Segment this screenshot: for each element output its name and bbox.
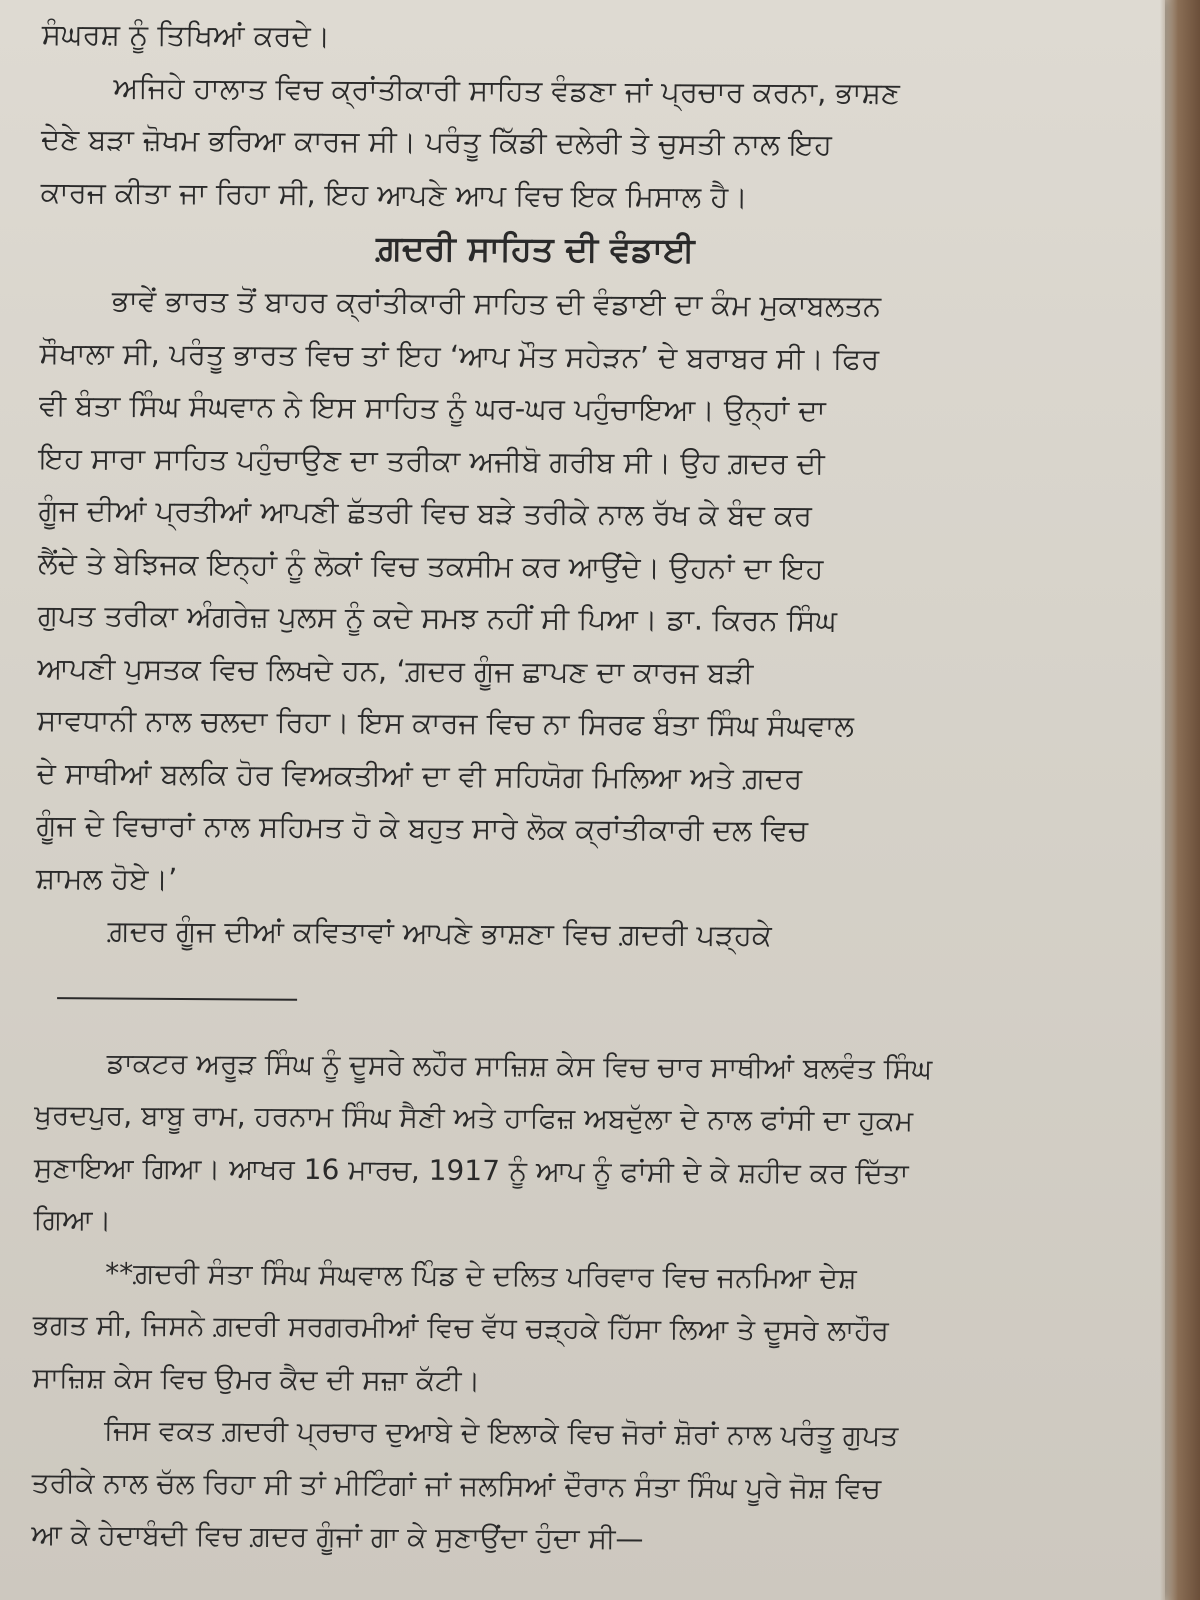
footnote-line: ਜਿਸ ਵਕਤ ਗ਼ਦਰੀ ਪ੍ਰਚਾਰ ਦੁਆਬੇ ਦੇ ਇਲਾਕੇ ਵਿਚ ਜੋਰਾਂ ਸ਼ੋਰਾਂ ਨਾਲ ਪਰੰਤੂ ਗੁਪਤ [103, 1413, 899, 1453]
table-edge [1160, 0, 1200, 1600]
text-line: ਗੂੰਜ ਦੇ ਵਿਚਾਰਾਂ ਨਾਲ ਸਹਿਮਤ ਹੋ ਕੇ ਬਹੁਤ ਸਾਰੇ ਲੋਕ ਕ੍ਰਾਂਤੀਕਾਰੀ ਦਲ ਵਿਚ [36, 807, 808, 848]
footnote-line: ਡਾਕਟਰ ਅਰੂੜ ਸਿੰਘ ਨੂੰ ਦੂਸਰੇ ਲਹੌਰ ਸਾਜ਼ਿਸ਼ ਕੇਸ ਵਿਚ ਚਾਰ ਸਾਥੀਆਂ ਬਲਵੰਤ ਸਿੰਘ [106, 1045, 933, 1085]
text-line: ਇਹ ਸਾਰਾ ਸਾਹਿਤ ਪਹੁੰਚਾਉਣ ਦਾ ਤਰੀਕਾ ਅਜੀਬੋ ਗਰੀਬ ਸੀ। ਉਹ ਗ਼ਦਰ ਦੀ [38, 440, 825, 480]
text-line: ਗੁਪਤ ਤਰੀਕਾ ਅੰਗਰੇਜ਼ ਪੁਲਸ ਨੂੰ ਕਦੇ ਸਮਝ ਨਹੀਂ ਸੀ ਪਿਆ। ਡਾ. ਕਿਰਨ ਸਿੰਘ [37, 597, 838, 638]
page-text [31, 8, 992, 1568]
text-line: ਅਜਿਹੇ ਹਾਲਾਤ ਵਿਚ ਕ੍ਰਾਂਤੀਕਾਰੀ ਸਾਹਿਤ ਵੰਡਣਾ ਜਾਂ ਪ੍ਰਚਾਰ ਕਰਨਾ, ਭਾਸ਼ਣ [113, 70, 900, 110]
footnote-line: ਖੁਰਦਪੁਰ, ਬਾਬੂ ਰਾਮ, ਹਰਨਾਮ ਸਿੰਘ ਸੈਣੀ ਅਤੇ ਹਾਫਿਜ਼ ਅਬਦੁੱਲਾ ਦੇ ਨਾਲ ਫਾਂਸੀ ਦਾ ਹੁਕਮ [34, 1097, 914, 1138]
footnote-line: ਗਿਆ। [33, 1202, 112, 1237]
footnote-separator [57, 997, 297, 1001]
text-line: ਸਾਵਧਾਨੀ ਨਾਲ ਚਲਦਾ ਰਿਹਾ। ਇਸ ਕਾਰਜ ਵਿਚ ਨਾ ਸਿਰਫ ਬੰਤਾ ਸਿੰਘ ਸੰਘਵਾਲ [36, 702, 855, 743]
text-line: ਲੈਂਦੇ ਤੇ ਬੇਝਿਜਕ ਇਨ੍ਹਾਂ ਨੂੰ ਲੋਕਾਂ ਵਿਚ ਤਕਸੀਮ ਕਰ ਆਉਂਦੇ। ਉਹਨਾਂ ਦਾ ਇਹ [38, 545, 824, 585]
text-line: ਦੇ ਸਾਥੀਆਂ ਬਲਕਿ ਹੋਰ ਵਿਅਕਤੀਆਂ ਦਾ ਵੀ ਸਹਿਯੋਗ ਮਿਲਿਆ ਅਤੇ ਗ਼ਦਰ [36, 755, 803, 795]
footnotes [31, 1036, 985, 1568]
text-line: ਕਾਰਜ ਕੀਤਾ ਜਾ ਰਿਹਾ ਸੀ, ਇਹ ਆਪਣੇ ਆਪ ਵਿਚ ਇਕ ਮਿਸਾਲ ਹੈ। [40, 174, 748, 214]
text-line: ਸੌਖਾਲਾ ਸੀ, ਪਰੰਤੂ ਭਾਰਤ ਵਿਚ ਤਾਂ ਇਹ ‘ਆਪ ਮੌਤ ਸਹੇੜਨ’ ਦੇ ਬਰਾਬਰ ਸੀ। ਫਿਰ [39, 335, 880, 376]
section-heading: ਗ਼ਦਰੀ ਸਾਹਿਤ ਦੀ ਵੰਡਾਈ [375, 228, 695, 271]
footnote-line: ਆ ਕੇ ਹੇਦਾਬੰਦੀ ਵਿਚ ਗ਼ਦਰ ਗੂੰਜਾਂ ਗਾ ਕੇ ਸੁਣਾਉਂਦਾ ਹੁੰਦਾ ਸੀ— [31, 1517, 644, 1556]
footnote-line: ਸਾਜ਼ਿਸ਼ ਕੇਸ ਵਿਚ ਉਮਰ ਕੈਦ ਦੀ ਸਜ਼ਾ ਕੱਟੀ। [32, 1360, 481, 1397]
text-line: ਵੀ ਬੰਤਾ ਸਿੰਘ ਸੰਘਵਾਨ ਨੇ ਇਸ ਸਾਹਿਤ ਨੂੰ ਘਰ-ਘਰ ਪਹੁੰਚਾਇਆ। ਉਨ੍ਹਾਂ ਦਾ [39, 387, 826, 428]
footnote-line: ਭਗਤ ਸੀ, ਜਿਸਨੇ ਗ਼ਦਰੀ ਸਰਗਰਮੀਆਂ ਵਿਚ ਵੱਧ ਚੜ੍ਹਕੇ ਹਿੱਸਾ ਲਿਆ ਤੇ ਦੂਸਰੇ ਲਾਹੌਰ [32, 1307, 889, 1347]
footnote-line: ਸੁਣਾਇਆ ਗਿਆ। ਆਖਰ 16 ਮਾਰਚ, 1917 ਨੂੰ ਆਪ ਨੂੰ ਫਾਂਸੀ ਦੇ ਕੇ ਸ਼ਹੀਦ ਕਰ ਦਿੱਤਾ [33, 1150, 909, 1190]
text-line: ਸੰਘਰਸ਼ ਨੂੰ ਤਿਖਿਆਂ ਕਰਦੇ। [41, 16, 331, 54]
text-line: ਸ਼ਾਮਲ ਹੋਏ।’ [35, 860, 178, 896]
text-line: ਗ਼ਦਰ ਗੂੰਜ ਦੀਆਂ ਕਵਿਤਾਵਾਂ ਆਪਣੇ ਭਾਸ਼ਣਾ ਵਿਚ ਗ਼ਦਰੀ ਪੜ੍ਹਕੇ [107, 913, 772, 953]
text-line: ਗੂੰਜ ਦੀਆਂ ਪ੍ਰਤੀਆਂ ਆਪਣੀ ਛੱਤਰੀ ਵਿਚ ਬੜੇ ਤਰੀਕੇ ਨਾਲ ਰੱਖ ਕੇ ਬੰਦ ਕਰ [38, 492, 813, 533]
text-line: ਭਾਵੇਂ ਭਾਰਤ ਤੋਂ ਬਾਹਰ ਕ੍ਰਾਂਤੀਕਾਰੀ ਸਾਹਿਤ ਦੀ ਵੰਡਾਈ ਦਾ ਕੰਮ ਮੁਕਾਬਲਤਨ [111, 283, 882, 323]
text-line: ਆਪਣੀ ਪੁਸਤਕ ਵਿਚ ਲਿਖਦੇ ਹਨ, ‘ਗ਼ਦਰ ਗੂੰਜ ਛਾਪਣ ਦਾ ਕਾਰਜ ਬੜੀ [37, 650, 754, 690]
footnote-line: **ਗ਼ਦਰੀ ਸੰਤਾ ਸਿੰਘ ਸੰਘਵਾਲ ਪਿੰਡ ਦੇ ਦਲਿਤ ਪਰਿਵਾਰ ਵਿਚ ਜਨਮਿਆ ਦੇਸ਼ [105, 1255, 857, 1295]
text-line: ਦੇਣੇ ਬੜਾ ਜ਼ੋਖਮ ਭਰਿਆ ਕਾਰਜ ਸੀ। ਪਰੰਤੂ ਕਿੱਡੀ ਦਲੇਰੀ ਤੇ ਚੁਸਤੀ ਨਾਲ ਇਹ [40, 121, 833, 162]
footnote-line: ਤਰੀਕੇ ਨਾਲ ਚੱਲ ਰਿਹਾ ਸੀ ਤਾਂ ਮੀਟਿੰਗਾਂ ਜਾਂ ਜਲਸਿਆਂ ਦੌਰਾਨ ਸੰਤਾ ਸਿੰਘ ਪੂਰੇ ਜੋਸ਼ ਵਿਚ [31, 1465, 882, 1505]
